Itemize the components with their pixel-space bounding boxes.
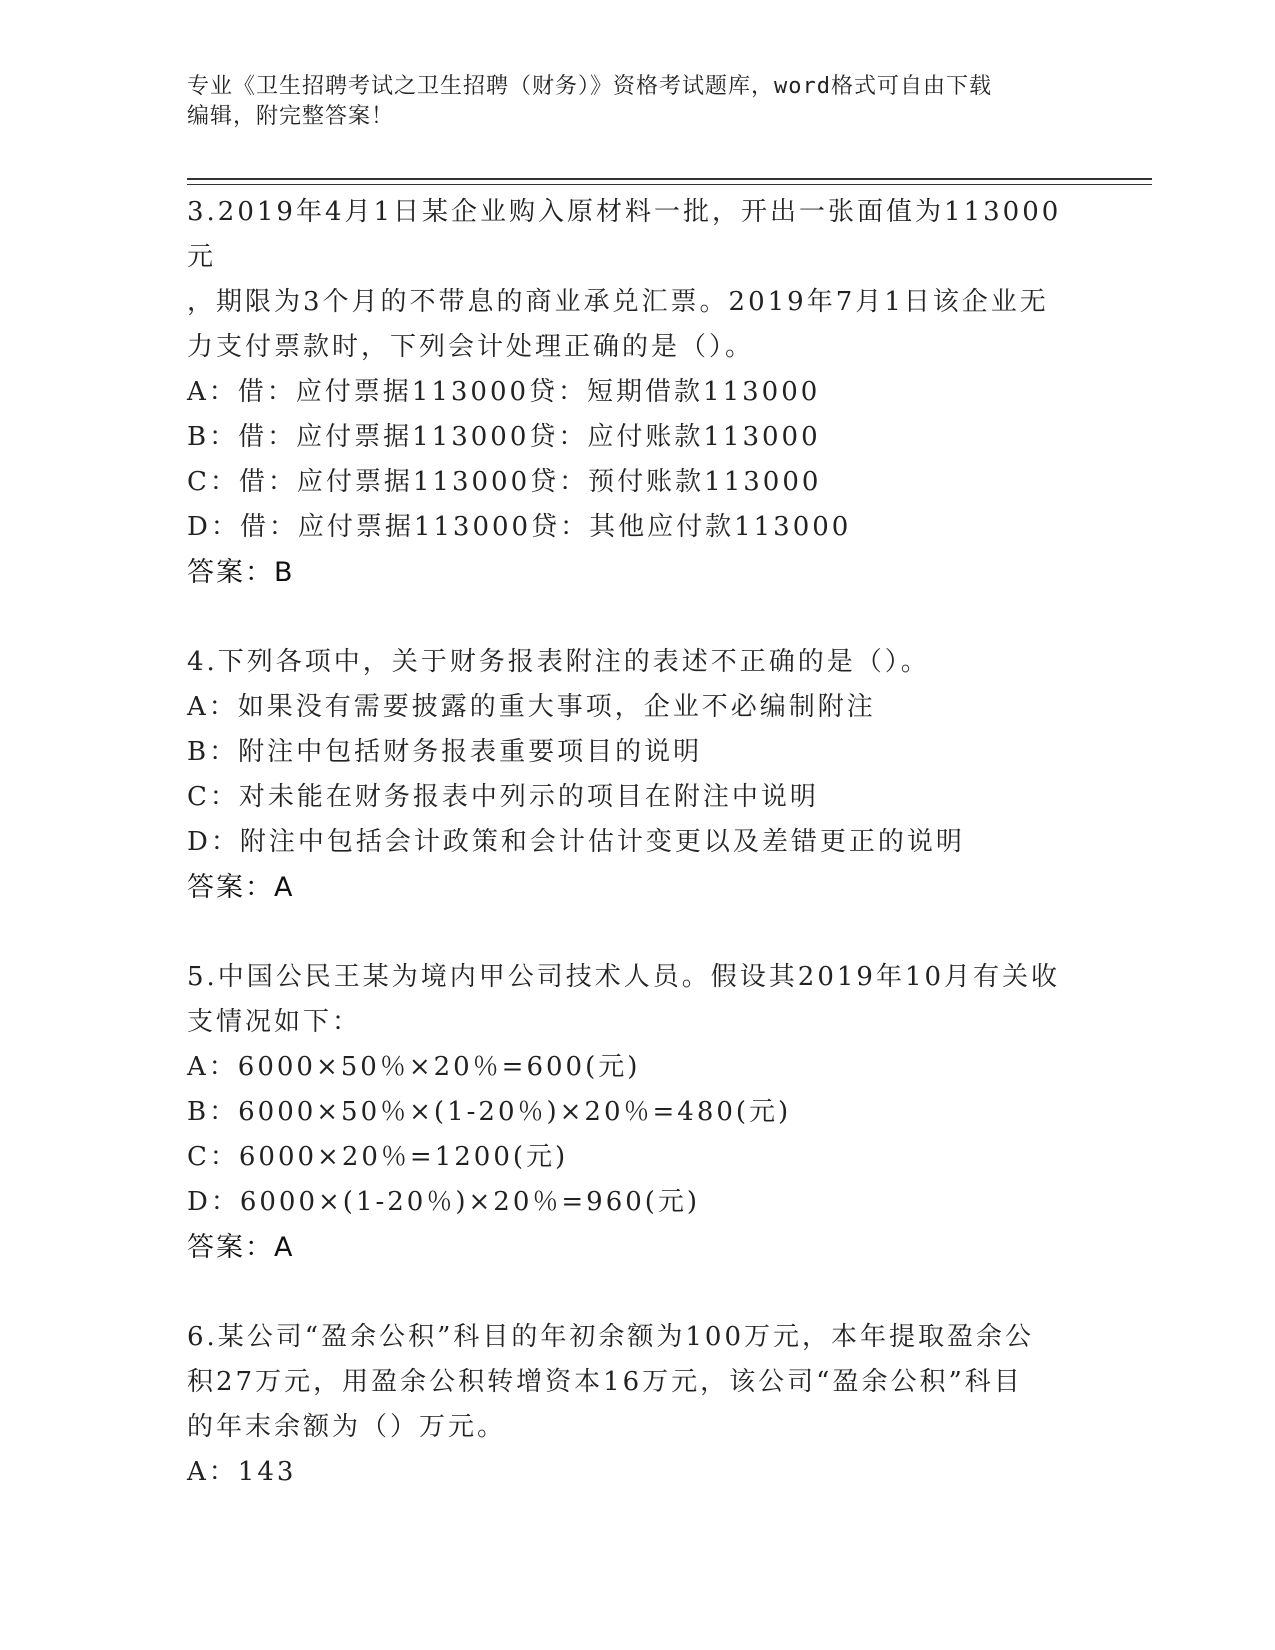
answer-line: 答案：B [187,557,295,588]
question-stem-line: 的年末余额为（）万元。 [187,1412,507,1442]
question-stem-line: 力支付票款时，下列会计处理正确的是（）。 [187,332,755,362]
option-a: A：如果没有需要披露的重大事项，企业不必编制附注 [187,692,876,722]
question-stem-line: 4.下列各项中，关于财务报表附注的表述不正确的是（）。 [187,647,930,677]
option-d: D：6000×(1-20％)×20％=960(元) [187,1187,701,1217]
question-3 [187,190,1087,595]
question-stem-line: 支情况如下： [187,1007,362,1037]
option-b: B：附注中包括财务报表重要项目的说明 [187,737,703,767]
answer-line: 答案：A [187,1232,295,1263]
header-divider-thick [187,178,1152,180]
option-c: C：6000×20％=1200(元) [187,1142,569,1172]
header-line-1: 专业《卫生招聘考试之卫生招聘（财务）》资格考试题库，word格式可自由下载 [187,74,992,99]
option-a: A：借：应付票据113000贷：短期借款113000 [187,377,821,407]
question-6 [187,1315,1087,1495]
option-b: B：6000×50％×(1-20％)×20％=480(元) [187,1097,792,1127]
question-stem-line: 6.某公司“盈余公积”科目的年初余额为100万元，本年提取盈余公 [187,1322,1035,1352]
header-divider-thin [187,184,1152,185]
question-stem-line: ，期限为3个月的不带息的商业承兑汇票。2019年7月1日该企业无 [187,287,1049,317]
question-5 [187,955,1087,1270]
question-stem-line: 3.2019年4月1日某企业购入原材料一批，开出一张面值为113000元 [187,197,1062,272]
question-4 [187,640,1087,910]
question-list [187,190,1087,1540]
option-d: D：借：应付票据113000贷：其他应付款113000 [187,512,852,542]
option-b: B：借：应付票据113000贷：应付账款113000 [187,422,821,452]
option-d: D：附注中包括会计政策和会计估计变更以及差错更正的说明 [187,827,965,857]
answer-line: 答案：A [187,872,295,903]
option-c: C：借：应付票据113000贷：预付账款113000 [187,467,822,497]
page-header [187,72,1067,132]
option-a: A：6000×50％×20％=600(元) [187,1052,641,1082]
header-line-2: 编辑，附完整答案！ [187,104,395,129]
option-a: A：143 [187,1457,297,1487]
question-stem-line: 积27万元，用盈余公积转增资本16万元，该公司“盈余公积”科目 [187,1367,1023,1397]
option-c: C：对未能在财务报表中列示的项目在附注中说明 [187,782,819,812]
question-stem-line: 5.中国公民王某为境内甲公司技术人员。假设其2019年10月有关收 [187,962,1061,992]
